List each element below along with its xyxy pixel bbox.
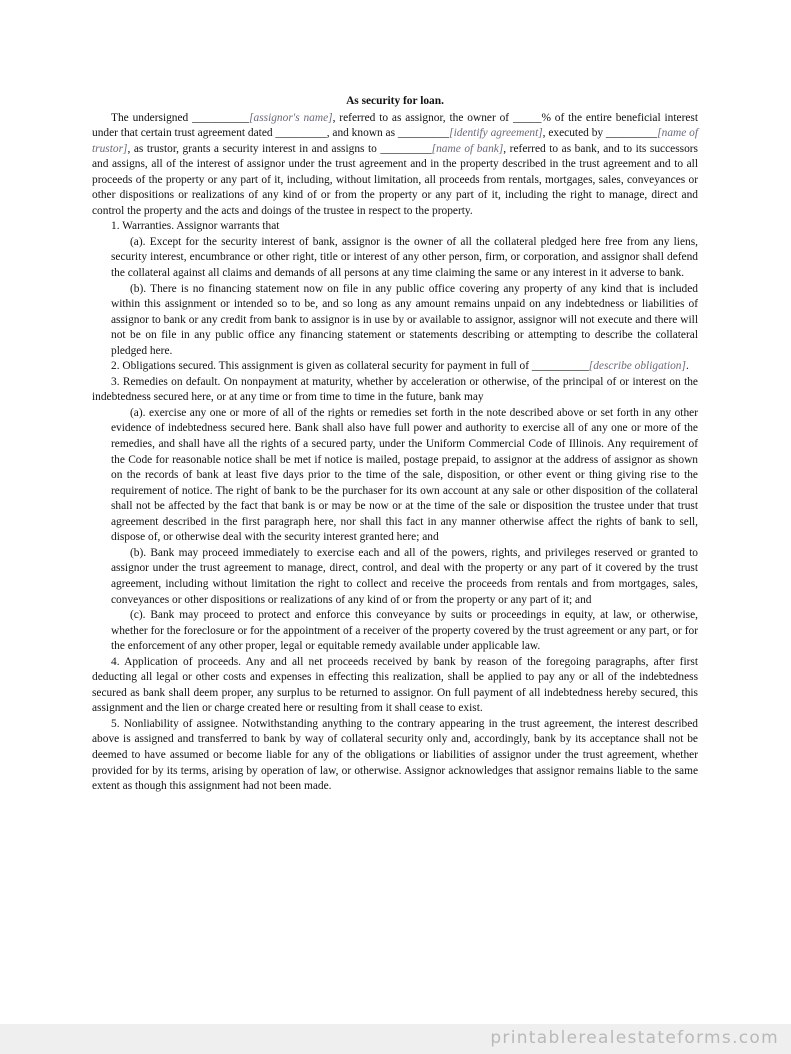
agreement-field: [identify agreement] bbox=[449, 127, 543, 140]
section-3c: (c). Bank may proceed to protect and enforce this conveyance by suits or proceedings in equity, at law, or otherwise, whether for the foreclosure or for the appointment of a receiver of the property covered by the trust agreement or any part, or for the enforcement of any other proper, legal or equitable remedy available under applicable law. bbox=[111, 609, 698, 653]
site-watermark: printablerealestateforms.com bbox=[490, 1028, 779, 1048]
intro-text-3: , executed by _________ bbox=[542, 127, 658, 140]
section-2-period: . bbox=[685, 360, 689, 373]
section-4: 4. Application of proceeds. Any and all net proceeds received by bank by reason of the foregoing paragraphs, after first deducting all legal or other costs and expenses in effecting this realization, shall be applied to pay any or all of the indebtedness secured as bank shall deem proper, any surplus to be returned to assignor. On full payment of all indebtedness hereby secured, this assignment and the lien or charge created here or resulting from it shall cease to exist. bbox=[92, 655, 698, 715]
section-3a: (a). exercise any one or more of all of the rights or remedies set forth in the note described above or set forth in any other evidence of indebtedness secured here. Bank shall also have full power and authority to exercise all of any one or more of the remedies, and shall have all the rights of a secured party, under the Uniform Commercial Code of Illinois. Any requirement of the Code for reasonable notice shall be met if notice is mailed, postage prepaid, to assignor at the address of assignor as shown on the records of bank at least five days prior to the time of the sale, disposition, or other event or thing giving rise to the requirement of notice. The right of bank to be the purchaser for its own account at any sale or other disposition of the collateral shall not be affected by the fact that bank is or may be now or at the time of the sale or disposition the trustee under that trust agreement described in the first paragraph here, nor shall this fact in any manner otherwise affect the rights of bank to sell, dispose of, or otherwise deal with the security interest granted here; and bbox=[111, 406, 698, 544]
intro-text-2: , referred to as assignor, the owner of _____% of the entire beneficial interest under that certain trust agreement dated _________, and known as _________ bbox=[92, 111, 699, 140]
assignor-name-field: [assignor's name] bbox=[249, 111, 333, 124]
footer-bar bbox=[0, 1024, 791, 1054]
intro-text-5: , referred to as bank, and to its successors and assigns, all of the interest of assignor under the trust agreement and in the property described in the trust agreement and to all proceeds of the property or any part of it, including, without limitation, all proceeds from rentals, mortgages, sales, conveyances or other dispositions or realizations of any kind of or from the property or any part of it, including the right to manage, direct and control the property and the acts and doings of the trustee in respect to the property. bbox=[92, 142, 698, 217]
section-3-heading: 3. Remedies on default. On nonpayment at maturity, whether by acceleration or otherwise, of the principal of or interest on the indebtedness secured here, or at any time or from time to time in the future, bank may bbox=[92, 375, 698, 404]
bank-name-field: [name of bank] bbox=[431, 142, 504, 155]
document-body bbox=[92, 94, 698, 795]
section-1a: (a). Except for the security interest of bank, assignor is the owner of all the collateral pledged here free from any liens, security interest, encumbrance or other right, title or interest of any other person, firm, or corporation, and assignor shall defend the collateral against all claims and demands of all persons at any time claiming the same or any interest in it adverse to bank. bbox=[111, 235, 698, 280]
intro-paragraph bbox=[92, 111, 698, 220]
section-1b: (b). There is no financing statement now on file in any public office covering any property of any kind that is included within this assignment or intended so to be, and so long as any amount remains unpaid on any indebtedness or liabilities of assignor to bank or any credit from bank to assignor is in use by or available to assignor, assignor will not execute and there will not be on file in any public office any financing statement or statements describing or attempting to describe the collateral pledged here. bbox=[111, 282, 698, 357]
intro-text-4: , as trustor, grants a security interest in and assigns to _________ bbox=[127, 142, 432, 155]
obligation-field: [describe obligation] bbox=[588, 360, 686, 373]
section-3b: (b). Bank may proceed immediately to exercise each and all of the powers, rights, and privileges reserved or granted to assignor under the trust agreement to manage, direct, control, and deal with the property or any part of it covered by the trust agreement, including without limitation the right to collect and receive the proceeds from rentals and from mortgages, sales, conveyances or other dispositions or realizations of any kind of or from the property or any part of it; and bbox=[111, 546, 698, 606]
section-1-heading: 1. Warranties. Assignor warrants that bbox=[111, 220, 280, 233]
intro-text-1: The undersigned __________ bbox=[111, 111, 250, 124]
section-2-text: 2. Obligations secured. This assignment is given as collateral security for payment in full of __________ bbox=[111, 360, 589, 373]
trustor-name-field: [name of trustor] bbox=[92, 127, 699, 155]
section-2 bbox=[92, 359, 698, 375]
document-title: As security for loan. bbox=[346, 95, 444, 107]
section-5: 5. Nonliability of assignee. Notwithstanding anything to the contrary appearing in the trust agreement, the interest described above is assigned and transferred to bank by way of collateral security only and, accordingly, bank by its acceptance shall not be deemed to have assumed or become liable for any of the obligations or liabilities of assignor under the trust agreement, whether provided for by its terms, arising by operation of law, or otherwise. Assignor acknowledges that assignor remains liable to the same extent as though this assignment had not been made. bbox=[92, 717, 698, 793]
